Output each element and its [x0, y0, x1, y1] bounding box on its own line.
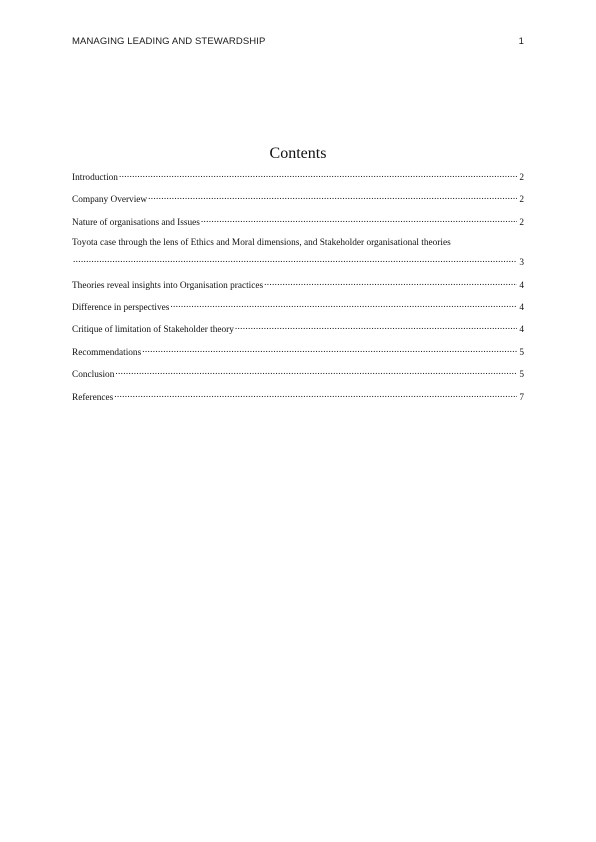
toc-leader-dots	[119, 170, 517, 180]
toc-leader-dots	[114, 390, 517, 400]
toc-entry-toyota-case[interactable]	[72, 237, 524, 269]
toc-leader-dots	[170, 300, 517, 310]
toc-entry-label[interactable]: Nature of organisations and Issues	[72, 217, 200, 228]
toc-entry-page[interactable]: 2	[519, 195, 524, 206]
toc-entry-page[interactable]: 4	[519, 325, 524, 336]
toc-entry-page[interactable]: 4	[519, 280, 524, 291]
toc-entry-page[interactable]: 5	[519, 347, 524, 358]
toc-entry-recommendations[interactable]	[72, 345, 524, 359]
toc-title: Contents	[269, 145, 327, 162]
toc-entry-label[interactable]: Toyota case through the lens of Ethics and Moral dimensions, and Stakeholder organisational theories	[72, 238, 451, 249]
toc-entry-label[interactable]: Introduction	[72, 173, 118, 183]
toc-entry-page[interactable]: 2	[519, 217, 524, 228]
toc-leader-dots	[264, 278, 517, 288]
toc-entry-company-overview[interactable]	[72, 192, 524, 206]
toc-leader-dots	[201, 215, 517, 225]
toc-leader-dots	[142, 345, 517, 355]
toc-entry-page[interactable]: 4	[519, 302, 524, 313]
toc-list	[72, 170, 524, 404]
toc-entry-critique-stakeholder-theory[interactable]	[72, 322, 524, 336]
toc-entry-page[interactable]: 3	[519, 258, 524, 269]
toc-entry-page[interactable]: 5	[519, 370, 524, 381]
toc-entry-introduction[interactable]	[72, 170, 524, 184]
header-page-number: 1	[518, 36, 524, 47]
toc-entry-theories-reveal-insights[interactable]	[72, 278, 524, 292]
toc-leader-dots	[73, 255, 517, 265]
toc-entry-page[interactable]: 2	[519, 173, 524, 183]
table-of-contents	[72, 144, 524, 412]
toc-entry-label[interactable]: Company Overview	[72, 195, 148, 206]
toc-entry-label[interactable]: Theories reveal insights into Organisation practices	[72, 280, 264, 291]
toc-leader-dots	[235, 322, 517, 332]
toc-entry-difference-in-perspectives[interactable]	[72, 300, 524, 314]
toc-entry-nature-of-organisations[interactable]	[72, 215, 524, 229]
toc-entry-label[interactable]: References	[72, 392, 114, 403]
toc-entry-label[interactable]: Critique of limitation of Stakeholder theory	[72, 325, 234, 336]
page-header	[72, 36, 524, 47]
toc-entry-conclusion[interactable]	[72, 367, 524, 381]
toc-entry-page[interactable]: 7	[519, 392, 524, 403]
running-title: MANAGING LEADING AND STEWARDSHIP	[72, 36, 266, 47]
toc-entry-label[interactable]: Conclusion	[72, 370, 115, 381]
toc-entry-label[interactable]: Difference in perspectives	[72, 302, 170, 313]
toc-leader-dots	[115, 367, 517, 377]
toc-leader-dots	[148, 192, 517, 202]
toc-entry-label[interactable]: Recommendations	[72, 347, 142, 358]
toc-entry-references[interactable]	[72, 390, 524, 404]
